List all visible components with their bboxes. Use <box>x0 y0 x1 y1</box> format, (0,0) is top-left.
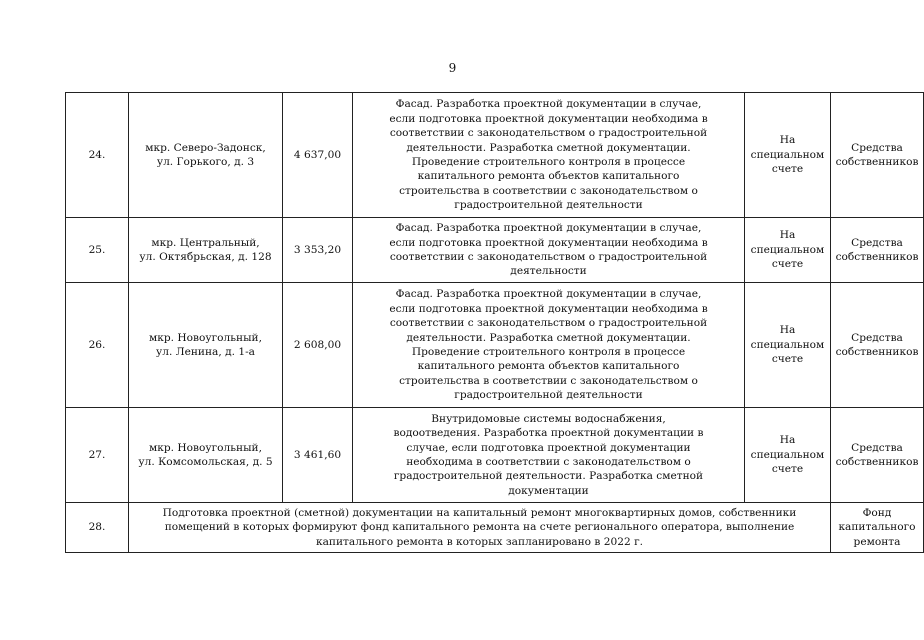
source-line: Средства <box>851 236 903 249</box>
sum-cell: 3 353,20 <box>283 218 353 283</box>
table-row <box>66 283 924 408</box>
row-number: 24. <box>66 93 129 218</box>
account-line: На <box>779 134 796 147</box>
work-line: строительства в соответствии с законодательством о <box>399 374 698 387</box>
work-line: Фасад. Разработка проектной документации в случае, <box>395 98 702 111</box>
funding-source-cell <box>831 218 924 283</box>
work-line: Проведение строительного контроля в процессе <box>411 346 686 358</box>
funding-source-cell <box>831 283 924 408</box>
sum-cell: 3 461,60 <box>283 408 353 503</box>
account-line: счете <box>771 258 804 271</box>
work-line: Внутридомовые системы водоснабжения, <box>431 412 666 425</box>
work-line: если подготовка проектной документации необходима в <box>389 302 708 315</box>
source-line: собственников <box>835 156 919 168</box>
sum-cell: 4 637,00 <box>283 93 353 218</box>
source-line: Средства <box>851 441 903 454</box>
address-line: мкр. Новоугольный, <box>149 441 262 454</box>
work-line: соответствии с законодательством о градостроительной <box>389 127 708 140</box>
work-line: необходима в соответствии с законодательством о <box>406 456 691 468</box>
work-description-cell <box>353 93 745 218</box>
account-type-cell <box>745 283 831 408</box>
work-line: помещений в которых формируют фонд капитального ремонта на счете регионального оператора, выполнение <box>164 521 795 534</box>
work-line: деятельности <box>510 265 587 278</box>
address-cell <box>129 408 283 503</box>
work-line: капитального ремонта в которых запланировано в 2022 г. <box>315 535 643 548</box>
work-line: Проведение строительного контроля в процессе <box>411 156 686 168</box>
account-line: счете <box>771 163 804 176</box>
account-line: специальном <box>750 243 825 256</box>
account-type-cell <box>745 93 831 218</box>
work-line: деятельности. Разработка сметной документации. <box>406 331 691 344</box>
work-line: Фасад. Разработка проектной документации в случае, <box>395 222 702 235</box>
table-row <box>66 93 924 218</box>
funding-source-cell <box>831 93 924 218</box>
work-line: строительства в соответствии с законодательством о <box>399 184 698 197</box>
table-row <box>66 218 924 283</box>
table-row <box>66 408 924 503</box>
account-line: специальном <box>750 448 825 461</box>
repair-plan-table <box>65 92 924 553</box>
account-line: На <box>779 434 796 447</box>
address-line: ул. Октябрьская, д. 128 <box>139 251 272 263</box>
work-line: капитального ремонта объектов капитального <box>417 170 680 183</box>
address-line: мкр. Северо-Задонск, <box>145 141 266 154</box>
work-line: градостроительной деятельности <box>454 389 643 402</box>
work-description-cell <box>129 503 831 553</box>
work-description-cell <box>353 283 745 408</box>
work-line: случае, если подготовка проектной документации <box>406 441 691 454</box>
funding-source-cell <box>831 408 924 503</box>
work-line: если подготовка проектной документации необходима в <box>389 236 708 249</box>
work-description-cell <box>353 218 745 283</box>
work-line: Фасад. Разработка проектной документации в случае, <box>395 288 702 301</box>
address-cell <box>129 93 283 218</box>
work-line: деятельности. Разработка сметной документации. <box>406 141 691 154</box>
address-cell <box>129 283 283 408</box>
work-line: если подготовка проектной документации необходима в <box>389 112 708 125</box>
work-line: капитального ремонта объектов капитального <box>417 360 680 373</box>
source-line: капитального <box>838 521 916 534</box>
address-line: мкр. Новоугольный, <box>149 331 262 344</box>
account-type-cell <box>745 218 831 283</box>
source-line: Средства <box>851 141 903 154</box>
source-line: ремонта <box>853 535 901 548</box>
account-line: счете <box>771 463 804 476</box>
work-line: водоотведения. Разработка проектной документации в <box>393 427 704 440</box>
row-number: 26. <box>66 283 129 408</box>
sum-cell: 2 608,00 <box>283 283 353 408</box>
account-line: специальном <box>750 148 825 161</box>
row-number: 27. <box>66 408 129 503</box>
source-line: Средства <box>851 331 903 344</box>
source-line: Фонд <box>862 506 892 519</box>
row-number: 25. <box>66 218 129 283</box>
source-line: собственников <box>835 456 919 468</box>
work-description-cell <box>353 408 745 503</box>
account-line: На <box>779 324 796 337</box>
row-number: 28. <box>66 503 129 553</box>
page-number: 9 <box>448 61 457 75</box>
work-line: градостроительной деятельности. Разработка сметной <box>393 470 704 483</box>
work-line: градостроительной деятельности <box>454 199 643 212</box>
work-line: Подготовка проектной (сметной) документации на капитальный ремонт многоквартирных домов, собственники <box>162 506 797 519</box>
work-line: документации <box>508 484 589 497</box>
account-line: На <box>779 229 796 242</box>
source-line: собственников <box>835 251 919 263</box>
account-line: специальном <box>750 338 825 351</box>
source-line: собственников <box>835 346 919 358</box>
table-row <box>66 503 924 553</box>
funding-source-cell <box>831 503 924 553</box>
address-line: ул. Ленина, д. 1-а <box>156 346 255 358</box>
account-line: счете <box>771 353 804 366</box>
account-type-cell <box>745 408 831 503</box>
work-line: соответствии с законодательством о градостроительной <box>389 251 708 263</box>
address-line: ул. Горького, д. 3 <box>156 156 255 168</box>
work-line: соответствии с законодательством о градостроительной <box>389 317 708 330</box>
address-line: ул. Комсомольская, д. 5 <box>138 456 273 468</box>
address-cell <box>129 218 283 283</box>
address-line: мкр. Центральный, <box>151 236 260 249</box>
